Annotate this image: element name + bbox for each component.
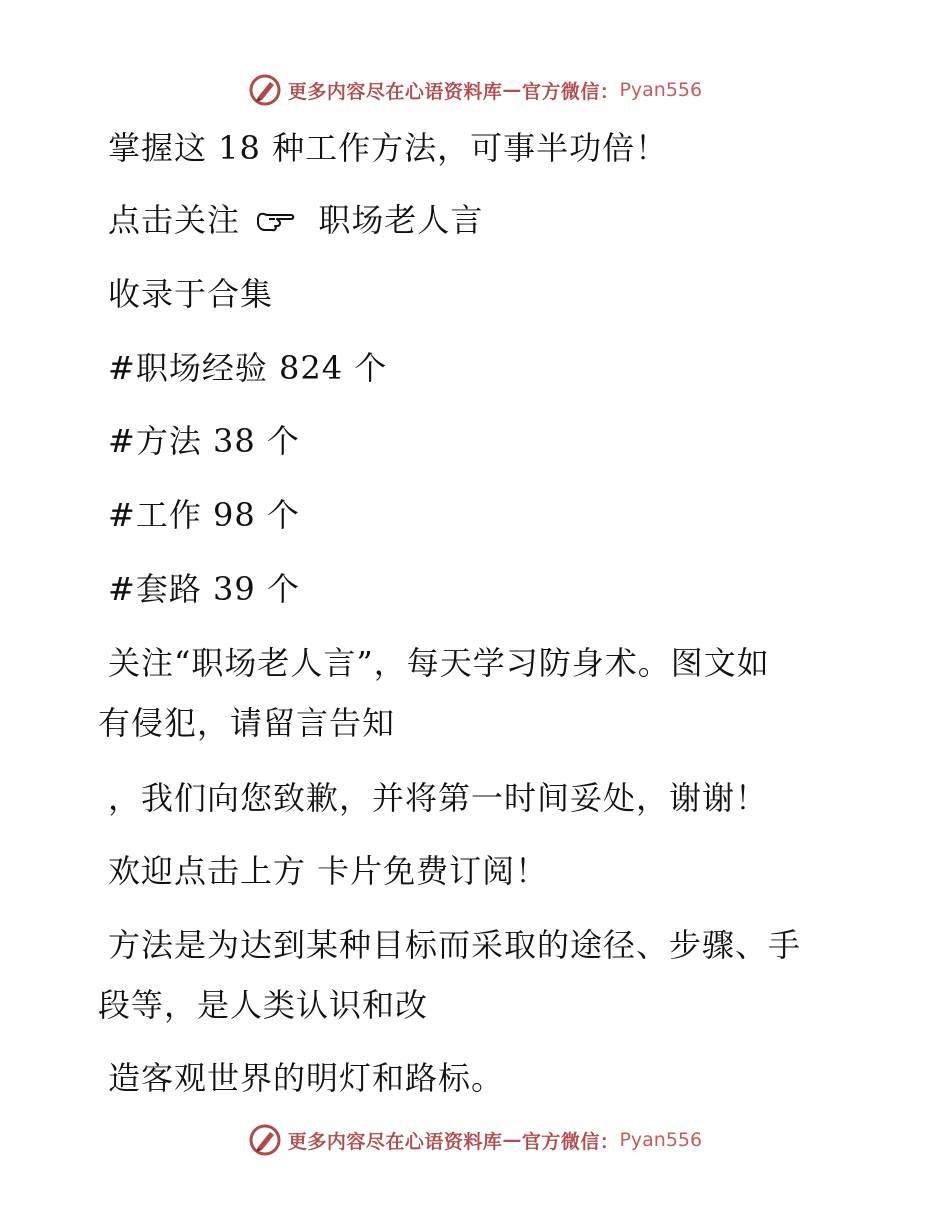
tag-item[interactable]: #方法 38 个 [108,422,300,460]
tag-item[interactable]: #工作 98 个 [108,496,300,534]
follow-prefix: 点击关注 [108,201,241,239]
banner-wechat-label: 官方微信： [521,80,620,103]
pen-seal-logo-icon [248,1123,282,1157]
follow-account-name: 职场老人言 [318,201,484,239]
notice-line-3: ，我们向您致歉，并将第一时间妥处，谢谢！ [108,779,769,817]
tag-item[interactable]: #职场经验 824 个 [108,349,388,387]
article-title: 掌握这 18 种工作方法，可事半功倍！ [108,129,669,167]
pointing-hand-icon [255,207,297,235]
banner-wechat-id: Pyan556 [619,79,703,101]
pen-seal-logo-icon [248,73,282,107]
footer-watermark-banner [0,1120,950,1160]
collection-label: 收录于合集 [108,275,274,313]
banner-dash: — [502,79,522,101]
notice-line-1: 关注“职场老人言”，每天学习防身术。图文如 [108,644,770,682]
banner-wechat-id: Pyan556 [619,1129,703,1151]
follow-line[interactable] [108,200,483,240]
subscribe-line: 欢迎点击上方 卡片免费订阅！ [108,852,549,890]
header-watermark-banner [0,70,950,110]
method-line-2: 段等，是人类认识和改 [98,986,429,1024]
banner-site-text: 更多内容尽在心语资料库 [287,1130,503,1153]
method-line-1: 方法是为达到某种目标而采取的途径、步骤、手 [108,926,802,964]
banner-wechat-label: 官方微信： [521,1130,620,1153]
banner-site-text: 更多内容尽在心语资料库 [287,80,503,103]
method-line-3: 造客观世界的明灯和路标。 [108,1059,505,1097]
notice-line-2: 有侵犯，请留言告知 [98,704,396,742]
banner-dash: — [502,1129,522,1151]
tag-item[interactable]: #套路 39 个 [108,570,300,608]
